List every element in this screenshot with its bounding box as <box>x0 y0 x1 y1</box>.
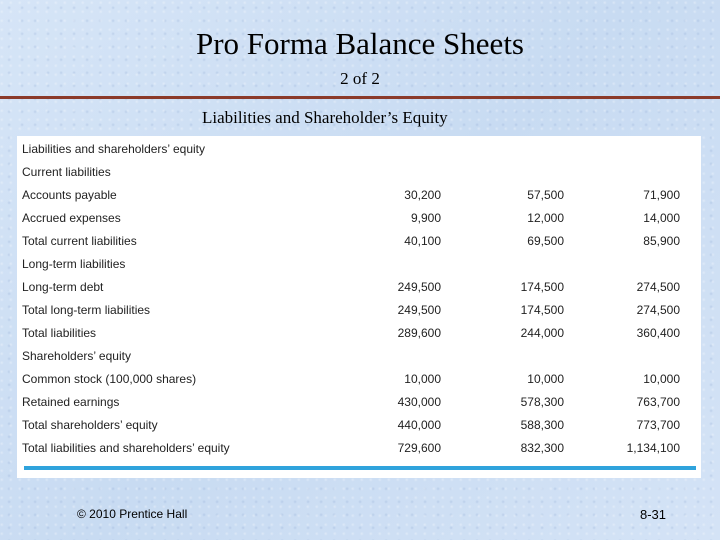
value-cell-col1: 729,600 <box>397 440 441 455</box>
value-cell-col2 <box>441 252 564 275</box>
row-label: Accounts payable <box>22 187 117 202</box>
row-label: Liabilities and shareholders’ equity <box>22 141 205 156</box>
table-row <box>17 390 706 413</box>
row-label: Accrued expenses <box>22 210 121 225</box>
value-cell-col1: 249,500 <box>397 302 441 317</box>
value-cell-col2: 12,000 <box>527 210 564 225</box>
table-bottom-bar <box>24 466 696 470</box>
value-cell-col2: 10,000 <box>527 371 564 386</box>
value-cell-col1 <box>362 137 441 160</box>
table-row <box>17 344 706 367</box>
value-cell-col1: 440,000 <box>397 417 441 432</box>
table-row <box>17 413 706 436</box>
row-label: Total shareholders’ equity <box>22 417 158 432</box>
value-cell-col1: 30,200 <box>404 187 441 202</box>
value-cell-col1 <box>362 344 441 367</box>
value-cell-col2: 832,300 <box>520 440 564 455</box>
value-cell-col1: 10,000 <box>404 371 441 386</box>
slide-subtitle: 2 of 2 <box>340 69 380 88</box>
value-cell-col3: 14,000 <box>643 210 680 225</box>
table-row <box>17 160 706 183</box>
value-cell-col1: 40,100 <box>404 233 441 248</box>
value-cell-col2: 69,500 <box>527 233 564 248</box>
value-cell-col3: 71,900 <box>643 187 680 202</box>
table-row <box>17 298 706 321</box>
row-label: Long-term debt <box>22 279 104 294</box>
row-label: Long-term liabilities <box>22 256 126 271</box>
row-label: Total current liabilities <box>22 233 137 248</box>
value-cell-col1 <box>362 160 441 183</box>
value-cell-col2: 578,300 <box>520 394 564 409</box>
row-label: Total liabilities <box>22 325 97 340</box>
value-cell-col2: 174,500 <box>520 302 564 317</box>
section-heading: Liabilities and Shareholder’s Equity <box>202 108 448 127</box>
value-cell-col2 <box>441 160 564 183</box>
title-divider <box>0 96 720 99</box>
copyright-footer: © 2010 Prentice Hall <box>77 507 188 521</box>
value-cell-col1: 289,600 <box>397 325 441 340</box>
page-number: 8-31 <box>640 507 667 522</box>
value-cell-col2: 174,500 <box>520 279 564 294</box>
row-label: Common stock (100,000 shares) <box>22 371 197 386</box>
table-row <box>17 367 706 390</box>
table-row <box>17 321 706 344</box>
row-label: Shareholders’ equity <box>22 348 131 363</box>
table-row <box>17 252 706 275</box>
value-cell-col1: 249,500 <box>397 279 441 294</box>
table-row <box>17 275 706 298</box>
slide-title: Pro Forma Balance Sheets <box>195 26 524 61</box>
balance-sheet-body <box>17 137 706 459</box>
value-cell-col3 <box>564 137 706 160</box>
value-cell-col1: 430,000 <box>397 394 441 409</box>
table-row <box>17 183 706 206</box>
table-row <box>17 229 706 252</box>
value-cell-col3 <box>564 344 706 367</box>
value-cell-col3: 10,000 <box>643 371 680 386</box>
value-cell-col3: 773,700 <box>636 417 680 432</box>
row-label: Total liabilities and shareholders’ equity <box>22 440 230 455</box>
row-label: Total long-term liabilities <box>22 302 151 317</box>
value-cell-col3: 274,500 <box>636 302 680 317</box>
value-cell-col2: 588,300 <box>520 417 564 432</box>
value-cell-col2: 57,500 <box>527 187 564 202</box>
row-label: Current liabilities <box>22 164 111 179</box>
table-row <box>17 436 706 459</box>
table-row <box>17 206 706 229</box>
value-cell-col3: 763,700 <box>636 394 680 409</box>
value-cell-col3 <box>564 252 706 275</box>
value-cell-col2 <box>441 137 564 160</box>
value-cell-col3: 85,900 <box>643 233 680 248</box>
value-cell-col3: 360,400 <box>636 325 680 340</box>
value-cell-col2 <box>441 344 564 367</box>
value-cell-col1: 9,900 <box>410 210 441 225</box>
value-cell-col2: 244,000 <box>520 325 564 340</box>
value-cell-col3: 274,500 <box>636 279 680 294</box>
value-cell-col1 <box>362 252 441 275</box>
table-row <box>17 137 706 160</box>
value-cell-col3: 1,134,100 <box>626 440 680 455</box>
value-cell-col3 <box>564 160 706 183</box>
balance-sheet-table <box>17 137 706 459</box>
row-label: Retained earnings <box>22 394 120 409</box>
